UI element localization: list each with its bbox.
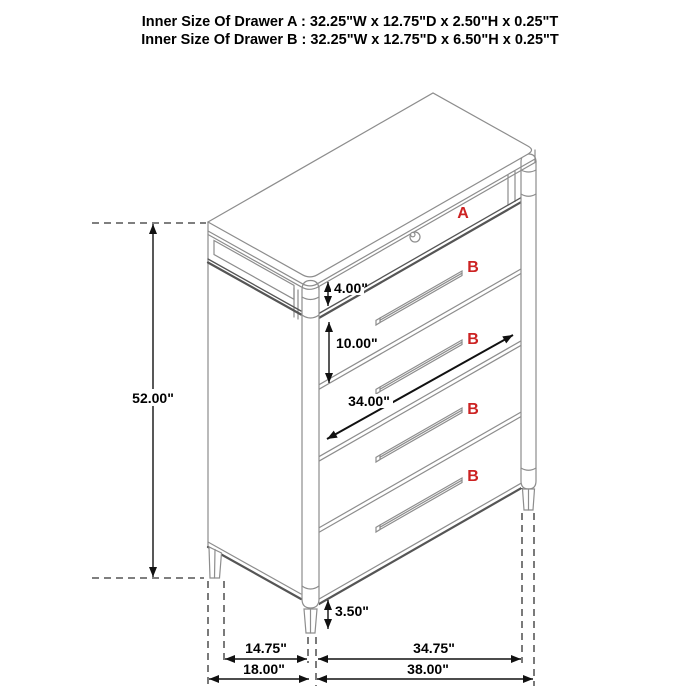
furniture-drawing <box>208 93 536 633</box>
label-drawer-b3: B <box>467 401 479 418</box>
label-drawer-b1: B <box>467 259 479 276</box>
header-line-drawer-a: Inner Size Of Drawer A : 32.25"W x 12.75"D x 2.50"H x 0.25"T <box>141 14 559 30</box>
label-inner-depth: 14.75" <box>245 640 287 656</box>
front-left-post <box>302 280 319 608</box>
label-top-drawer-height: 4.00" <box>334 280 368 296</box>
label-inner-width: 34.75" <box>413 640 455 656</box>
label-overall-depth: 18.00" <box>243 661 285 677</box>
top-slab <box>208 93 535 289</box>
label-overall-width: 38.00" <box>407 661 449 677</box>
label-drawer-b4: B <box>467 468 479 485</box>
legs <box>209 489 535 633</box>
label-leg-height: 3.50" <box>335 603 369 619</box>
label-drawer-front-width: 34.00" <box>348 393 390 409</box>
label-drawer-a: A <box>457 205 469 222</box>
label-overall-height: 52.00" <box>132 390 174 406</box>
label-drawer-pitch: 10.00" <box>336 335 378 351</box>
label-drawer-b2: B <box>467 331 479 348</box>
right-post <box>521 154 536 489</box>
header-line-drawer-b: Inner Size Of Drawer B : 32.25"W x 12.75"D x 6.50"H x 0.25"T <box>141 32 559 48</box>
drawer-a-knob <box>410 232 420 242</box>
header <box>141 14 559 48</box>
